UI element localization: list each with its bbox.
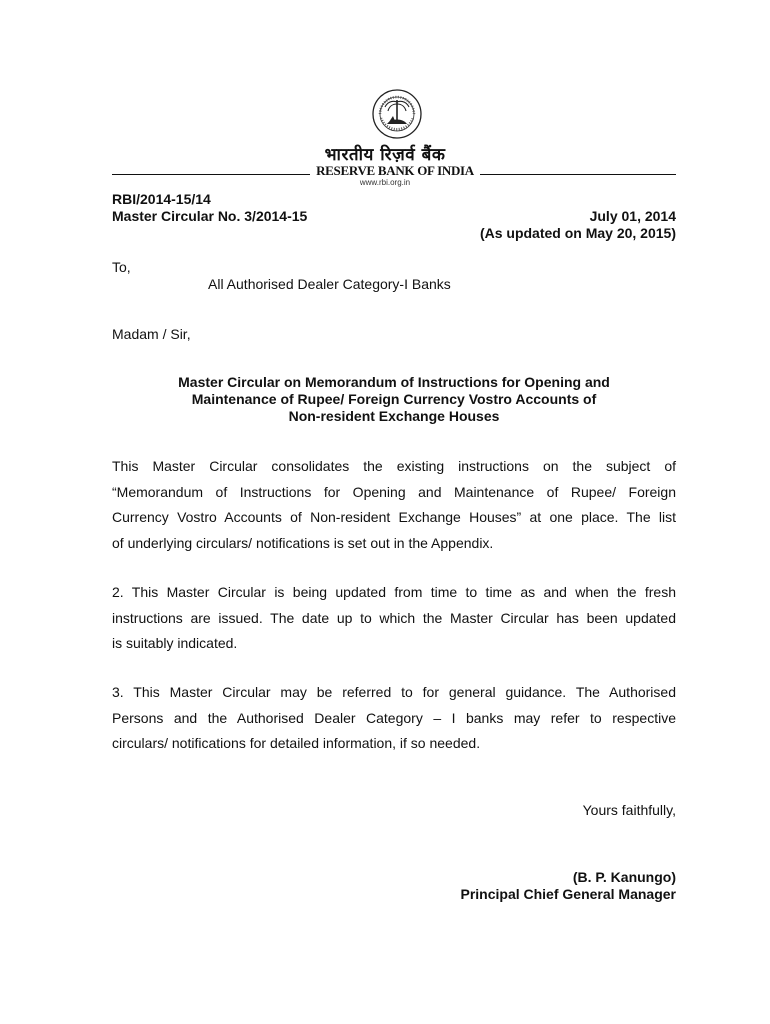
subject-title <box>112 374 676 425</box>
paragraph-line: is suitably indicated. <box>112 635 238 651</box>
paragraph-1 <box>112 454 676 556</box>
circular-date: July 01, 2014 <box>589 208 676 224</box>
rbi-emblem-icon <box>371 88 423 140</box>
paragraph-line: instructions are issued. The date up to which the Master Circular has been updated <box>112 609 676 626</box>
circular-number: Master Circular No. 3/2014-15 <box>112 208 308 224</box>
paragraph-2 <box>112 580 676 657</box>
subject-line-2: Maintenance of Rupee/ Foreign Currency Vostro Accounts of <box>191 391 597 407</box>
valediction: Yours faithfully, <box>582 802 676 818</box>
salutation: Madam / Sir, <box>112 326 191 342</box>
paragraph-line: This Master Circular consolidates the existing instructions on the subject of <box>112 458 676 474</box>
signatory-name: (B. P. Kanungo) <box>572 869 676 885</box>
letterhead-rule-right <box>480 174 676 175</box>
subject-line-3: Non-resident Exchange Houses <box>288 408 500 424</box>
paragraph-line: of underlying circulars/ notifications is set out in the Appendix. <box>112 534 494 551</box>
bank-name-english: RESERVE BANK OF INDIA <box>316 163 474 178</box>
paragraph-line: Persons and the Authorised Dealer Category – I banks may refer to respective <box>112 709 676 726</box>
signatory-designation: Principal Chief General Manager <box>460 886 676 902</box>
paragraph-line: Currency Vostro Accounts of Non-resident Exchange Houses” at one place. The list <box>112 509 676 525</box>
subject-line-1: Master Circular on Memorandum of Instructions for Opening and <box>178 374 610 390</box>
rbi-reference-number: RBI/2014-15/14 <box>112 191 211 207</box>
paragraph-line: 3. This Master Circular may be referred to for general guidance. The Authorised <box>112 684 676 700</box>
to-label: To, <box>112 259 131 275</box>
letterhead-rule-left <box>112 174 310 175</box>
paragraph-line: “Memorandum of Instructions for Opening and Maintenance of Rupee/ Foreign <box>112 483 676 500</box>
bank-website: www.rbi.org.in <box>359 178 411 187</box>
recipient: All Authorised Dealer Category-I Banks <box>208 276 451 292</box>
paragraph-line: circulars/ notifications for detailed information, if so needed. <box>112 735 481 751</box>
bank-name-hindi: भारतीय रिज़र्व बैंक <box>324 145 446 165</box>
paragraph-3 <box>112 680 676 757</box>
updated-date: (As updated on May 20, 2015) <box>479 225 676 241</box>
paragraph-line: 2. This Master Circular is being updated from time to time as and when the fresh <box>112 584 676 600</box>
